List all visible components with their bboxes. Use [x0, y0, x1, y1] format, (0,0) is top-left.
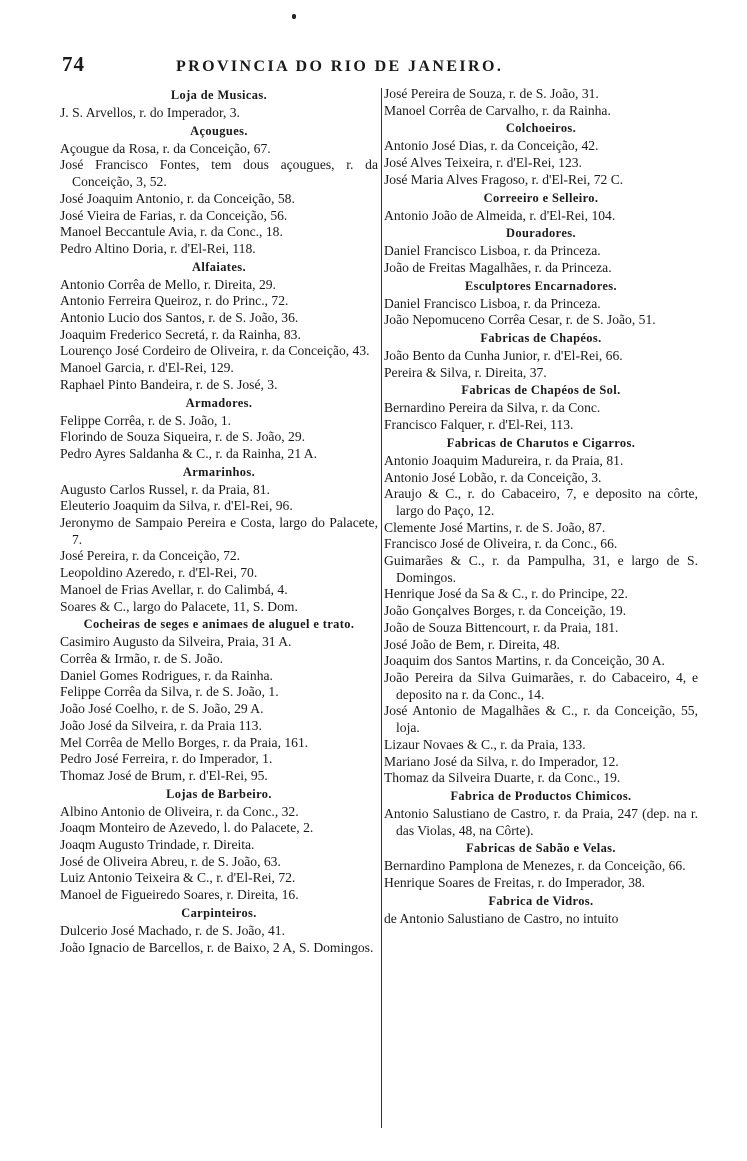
- directory-entry: Augusto Carlos Russel, r. da Praia, 81.: [60, 481, 270, 497]
- directory-entry: Thomaz José de Brum, r. d'El-Rei, 95.: [60, 767, 268, 783]
- directory-entry: Casimiro Augusto da Silveira, Praia, 31 A.: [60, 634, 292, 650]
- directory-entry: Antonio João de Almeida, r. d'El-Rei, 104.: [384, 207, 616, 223]
- directory-entry: Daniel Francisco Lisboa, r. da Princeza.: [384, 295, 601, 311]
- directory-entry: Francisco José de Oliveira, r. da Conc., 66.: [384, 536, 618, 552]
- directory-entry: João José da Silveira, r. da Praia 113.: [60, 717, 262, 733]
- directory-entry: Pereira & Silva, r. Direita, 37.: [384, 364, 547, 380]
- directory-entry: José Maria Alves Fragoso, r. d'El-Rei, 72 C.: [384, 171, 624, 187]
- section-heading: Correeiro e Selleiro.: [483, 190, 599, 205]
- directory-entry: Pedro Ayres Saldanha & C., r. da Rainha, 21 A.: [60, 445, 317, 461]
- section-heading: Carpinteiros.: [181, 905, 257, 920]
- directory-entry: Manoel Corrêa de Carvalho, r. da Rainha.: [384, 102, 611, 118]
- directory-entry: Corrêa & Irmão, r. de S. João.: [60, 650, 224, 666]
- column-divider: [381, 88, 382, 1128]
- directory-entry: João Pereira da Silva Guimarães, r. do Cabaceiro, 4, e deposito na r. da Conc., 14.: [384, 669, 698, 702]
- directory-entry: João Ignacio de Barcellos, r. de Baixo, 2 A, S. Domingos.: [60, 939, 374, 955]
- section-heading: Lojas de Barbeiro.: [166, 786, 272, 801]
- directory-entry: Daniel Gomes Rodrigues, r. da Rainha.: [60, 667, 273, 683]
- directory-entry: Manoel Garcia, r. d'El-Rei, 129.: [60, 360, 234, 376]
- directory-entry: José Alves Teixeira, r. d'El-Rei, 123.: [384, 155, 582, 171]
- section-heading: Fabrica de Productos Chimicos.: [450, 788, 632, 803]
- page-number: 74: [62, 52, 85, 76]
- directory-entry: Luiz Antonio Teixeira & C., r. d'El-Rei, 72.: [60, 870, 296, 886]
- directory-entry: Antonio Ferreira Queiroz, r. do Princ., 72.: [60, 293, 289, 309]
- directory-entry: Dulcerio José Machado, r. de S. João, 41.: [60, 922, 286, 938]
- directory-entry: Lizaur Novaes & C., r. da Praia, 133.: [384, 736, 586, 752]
- section-heading: Alfaiates.: [192, 259, 246, 274]
- section-heading: Esculptores Encarnadores.: [464, 278, 618, 293]
- directory-entry: João de Souza Bittencourt, r. da Praia, 181.: [384, 619, 619, 635]
- directory-entry: Antonio Salustiano de Castro, r. da Praia, 247 (dep. na r. das Violas, 48, na Côrte).: [384, 805, 698, 838]
- directory-entry: José João de Bem, r. Direita, 48.: [384, 636, 560, 652]
- directory-entry: José Joaquim Antonio, r. da Conceição, 58.: [60, 190, 295, 206]
- directory-entry: Antonio Corrêa de Mello, r. Direita, 29.: [60, 276, 276, 292]
- section-heading: Fabricas de Chapéos.: [480, 331, 602, 346]
- directory-entry: Albino Antonio de Oliveira, r. da Conc., 32.: [60, 803, 299, 819]
- directory-entry: Antonio José Lobão, r. da Conceição, 3.: [384, 469, 602, 485]
- section-heading: Açougues.: [190, 123, 248, 138]
- directory-entry: Jeronymo de Sampaio Pereira e Costa, largo do Palacete, 7.: [60, 515, 378, 547]
- directory-entry: Guimarães & C., r. da Pampulha, 31, e largo de S. Domingos.: [384, 553, 698, 585]
- section-heading: Douradores.: [506, 226, 576, 241]
- directory-entry: J. S. Arvellos, r. do Imperador, 3.: [60, 105, 240, 120]
- section-heading: Armarinhos.: [182, 464, 256, 479]
- directory-entry: José Pereira, r. da Conceição, 72.: [60, 548, 241, 564]
- directory-entry: José Pereira de Souza, r. de S. João, 31.: [384, 86, 599, 101]
- directory-entry: Felippe Corrêa da Silva, r. de S. João, 1.: [60, 684, 279, 700]
- section-heading: Armadores.: [185, 395, 253, 410]
- directory-entry: Antonio Joaquim Madureira, r. da Praia, 81.: [384, 452, 624, 468]
- directory-entry: Henrique Soares de Freitas, r. do Imperador, 38.: [384, 875, 646, 891]
- directory-entry: Manoel de Frias Avellar, r. do Calimbá, 4.: [60, 581, 288, 597]
- right-column: [384, 86, 698, 1136]
- directory-entry: João Nepomuceno Corrêa Cesar, r. de S. João, 51.: [384, 312, 656, 328]
- section-heading: Cocheiras de seges e animaes de aluguel e trato.: [83, 617, 355, 632]
- directory-entry: Pedro José Ferreira, r. do Imperador, 1.: [60, 751, 273, 767]
- directory-entry: Joaqm Monteiro de Azevedo, l. do Palacete, 2.: [60, 820, 314, 836]
- directory-entry: Joaqm Augusto Trindade, r. Direita.: [60, 837, 255, 853]
- directory-entry: João Bento da Cunha Junior, r. d'El-Rei, 66.: [384, 348, 623, 364]
- directory-entry: Manoel Beccantule Avia, r. da Conc., 18.: [60, 224, 283, 240]
- section-heading: Fabricas de Charutos e Cigarros.: [446, 435, 636, 450]
- directory-entry: Joaquim Frederico Secretá, r. da Rainha, 83.: [60, 326, 301, 342]
- directory-entry: Joaquim dos Santos Martins, r. da Conceição, 30 A.: [384, 653, 665, 669]
- directory-entry: Lourenço José Cordeiro de Oliveira, r. da Conceição, 43.: [60, 343, 370, 359]
- directory-entry: José de Oliveira Abreu, r. de S. João, 63.: [60, 853, 281, 869]
- directory-entry: Açougue da Rosa, r. da Conceição, 67.: [60, 140, 271, 156]
- directory-entry: João Gonçalves Borges, r. da Conceição, 19.: [384, 603, 627, 619]
- directory-entry: José Vieira de Farias, r. da Conceição, 56.: [60, 207, 288, 223]
- directory-entry: Bernardino Pereira da Silva, r. da Conc.: [384, 400, 601, 416]
- directory-entry: Bernardino Pamplona de Menezes, r. da Conceição, 66.: [384, 858, 686, 874]
- directory-entry: João José Coelho, r. de S. João, 29 A.: [60, 701, 264, 717]
- directory-entry: Daniel Francisco Lisboa, r. da Princeza.: [384, 243, 601, 259]
- directory-entry: Araujo & C., r. do Cabaceiro, 7, e deposito na côrte, largo do Paço, 12.: [384, 486, 698, 518]
- directory-entry: Soares & C., largo do Palacete, 11, S. Dom.: [60, 598, 298, 614]
- directory-entry: Antonio José Dias, r. da Conceição, 42.: [384, 138, 599, 154]
- directory-entry: Eleuterio Joaquim da Silva, r. d'El-Rei, 96.: [60, 498, 293, 514]
- section-heading: Fabrica de Vidros.: [488, 893, 594, 908]
- section-heading: Colchoeiros.: [505, 121, 577, 136]
- directory-entry: José Francisco Fontes, tem dous açougues, r. da Conceição, 3, 52.: [60, 157, 378, 190]
- page-header: [0, 0, 747, 88]
- directory-entry: Henrique José da Sa & C., r. do Principe, 22.: [384, 586, 628, 602]
- directory-entry: Antonio Lucio dos Santos, r. de S. João, 36.: [60, 310, 299, 326]
- section-heading: Fabricas de Sabão e Velas.: [466, 841, 616, 856]
- section-heading: Loja de Musicas.: [170, 88, 268, 102]
- directory-entry: Mariano José da Silva, r. do Imperador, 12.: [384, 753, 619, 769]
- directory-entry: Francisco Falquer, r. d'El-Rei, 113.: [384, 417, 574, 433]
- directory-entry: Pedro Altino Doria, r. d'El-Rei, 118.: [60, 240, 256, 256]
- directory-entry: João de Freitas Magalhães, r. da Princeza.: [384, 259, 612, 275]
- directory-entry: José Antonio de Magalhães & C., r. da Conceição, 55, loja.: [384, 703, 698, 736]
- directory-entry: Florindo de Souza Siqueira, r. de S. João, 29.: [60, 429, 306, 445]
- left-column: [60, 86, 378, 1136]
- directory-entry: de Antonio Salustiano de Castro, no intuito: [384, 910, 619, 926]
- directory-entry: Raphael Pinto Bandeira, r. de S. José, 3.: [60, 376, 278, 392]
- directory-entry: Thomaz da Silveira Duarte, r. da Conc., 19.: [384, 770, 621, 786]
- section-heading: Fabricas de Chapéos de Sol.: [461, 383, 621, 398]
- directory-entry: Mel Corrêa de Mello Borges, r. da Praia, 161.: [60, 734, 309, 750]
- directory-entry: Leopoldino Azeredo, r. d'El-Rei, 70.: [60, 565, 258, 581]
- directory-entry: Manoel de Figueiredo Soares, r. Direita, 16.: [60, 887, 299, 903]
- directory-entry: Clemente José Martins, r. de S. João, 87.: [384, 519, 606, 535]
- directory-entry: Felippe Corrêa, r. de S. João, 1.: [60, 412, 232, 428]
- running-title: PROVINCIA DO RIO DE JANEIRO.: [176, 58, 504, 75]
